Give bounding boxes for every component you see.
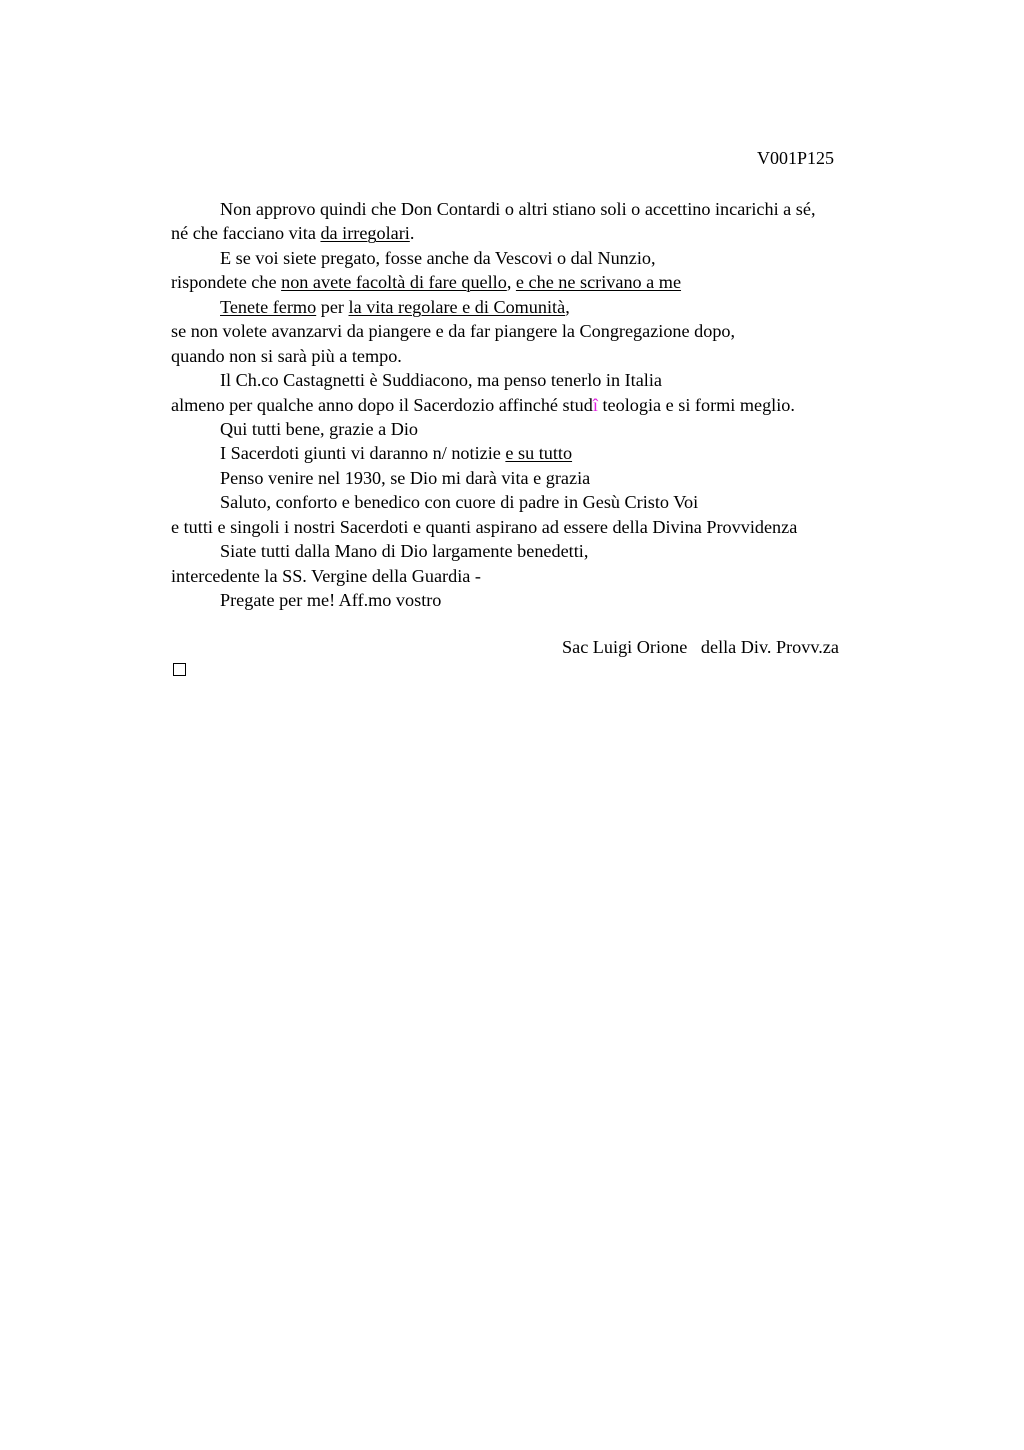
letter-line <box>171 441 931 465</box>
letter-line <box>171 197 931 221</box>
text-segment: Penso venire nel 1930, se Dio mi darà vita e grazia <box>220 467 591 488</box>
checkbox-square-icon <box>173 663 186 676</box>
letter-line <box>171 295 931 319</box>
text-segment: Saluto, conforto e benedico con cuore di padre in Gesù Cristo Voi <box>220 492 699 513</box>
text-segment: E se voi siete pregato, fosse anche da Vescovi o dal Nunzio, <box>220 247 656 268</box>
text-segment: per <box>316 296 349 317</box>
page-reference: V001P125 <box>757 148 835 168</box>
letter-line <box>171 246 931 270</box>
letter-body <box>171 197 931 612</box>
letter-line <box>171 393 931 417</box>
letter-line <box>171 319 931 343</box>
text-segment: Qui tutti bene, grazie a Dio <box>220 418 418 439</box>
underlined-phrase: e su tutto <box>505 443 573 464</box>
text-segment: Non approvo quindi che Don Contardi o altri stiano soli o accettino incarichi a sé, <box>220 199 816 219</box>
underlined-phrase: Tenete fermo <box>220 296 317 317</box>
signature-line: Sac Luigi Orione della Div. Provv.za <box>562 637 839 657</box>
letter-line <box>171 539 931 563</box>
letter-line <box>171 490 931 514</box>
letter-line <box>171 368 931 392</box>
letter-line <box>171 417 931 441</box>
text-segment: e tutti e singoli i nostri Sacerdoti e quanti aspirano ad essere della Divina Provvidenza <box>171 516 798 537</box>
letter-line <box>171 515 931 539</box>
text-segment: I Sacerdoti giunti vi daranno n/ notizie <box>220 443 506 464</box>
text-segment: Il Ch.co Castagnetti è Suddiacono, ma penso tenerlo in Italia <box>220 370 662 391</box>
text-segment: se non volete avanzarvi da piangere e da far piangere la Congregazione dopo, <box>171 321 736 342</box>
text-segment: almeno per qualche anno dopo il Sacerdozio affinché stud <box>171 394 593 415</box>
text-segment: , <box>506 272 516 293</box>
text-segment: , <box>565 296 570 317</box>
letter-line <box>171 221 931 245</box>
highlighted-character: î <box>592 394 598 415</box>
letter-line <box>171 270 931 294</box>
underlined-phrase: la vita regolare e di Comunità <box>348 296 566 317</box>
letter-line <box>171 344 931 368</box>
underlined-phrase: e che ne scrivano a me <box>515 272 682 293</box>
text-segment: quando non si sarà più a tempo. <box>171 345 402 366</box>
letter-line <box>171 564 931 588</box>
letter-line <box>171 466 931 490</box>
text-segment: rispondete che <box>171 272 282 293</box>
letter-line <box>171 588 931 612</box>
text-segment: Siate tutti dalla Mano di Dio largamente benedetti, <box>220 541 589 562</box>
underlined-phrase: da irregolari <box>320 223 410 244</box>
text-segment: Pregate per me! Aff.mo vostro <box>220 590 442 610</box>
text-segment: . <box>409 223 415 244</box>
text-segment: intercedente la SS. Vergine della Guardia - <box>171 565 481 586</box>
text-segment: né che facciano vita <box>171 223 321 244</box>
text-segment: teologia e si formi meglio. <box>597 394 795 415</box>
underlined-phrase: non avete facoltà di fare quello <box>281 272 507 293</box>
